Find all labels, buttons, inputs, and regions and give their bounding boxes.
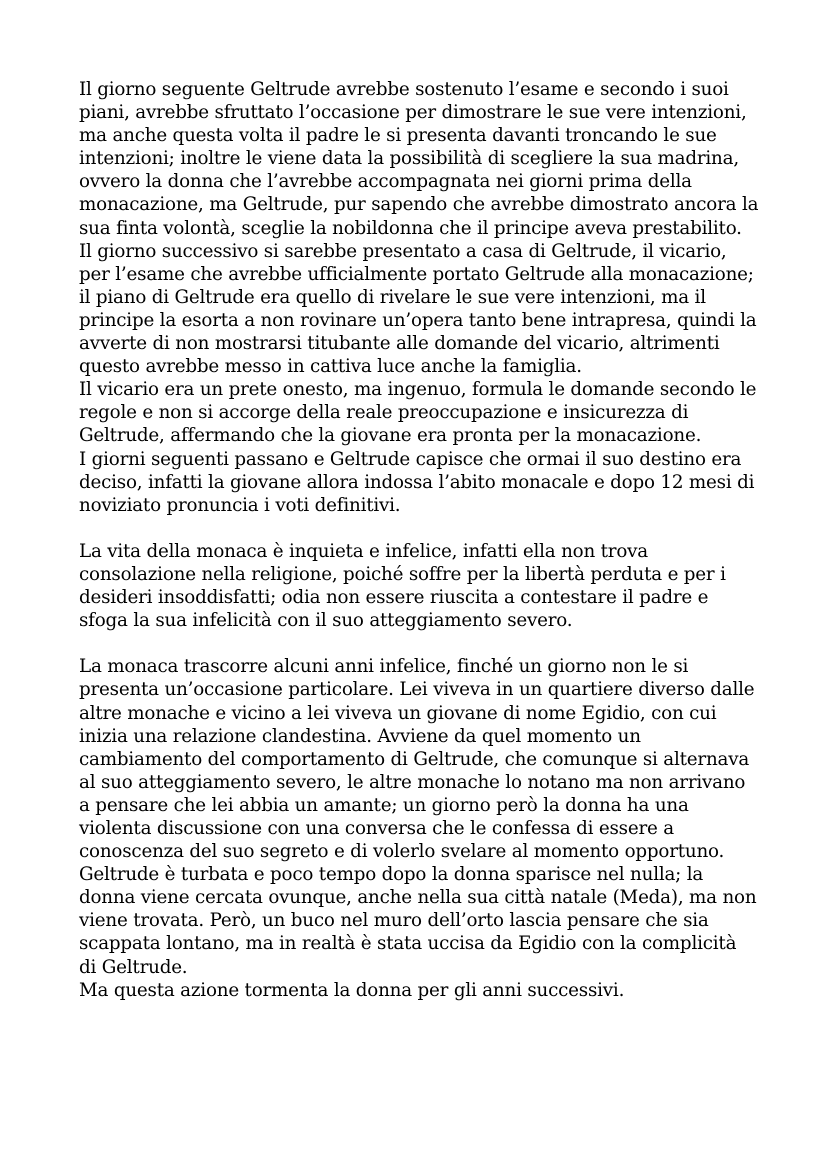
document-page	[79, 78, 759, 1002]
paragraph-vows: I giorni seguenti passano e Geltrude capisce che ormai il suo destino era deciso, infatti la giovane allora indossa l’abito monacale e dopo 12 mesi di noviziato pronuncia i voti definitivi.	[79, 448, 755, 516]
paragraph-vicar-questions: Il vicario era un prete onesto, ma ingenuo, formula le domande secondo le regole e non si accorge della reale preoccupazione e insicurezza di Geltrude, affermando che la giovane era pronta per la monacazione.	[79, 379, 757, 447]
paragraph-vicar-visit: Il giorno successivo si sarebbe presentato a casa di Geltrude, il vicario, per l’esame che avrebbe ufficialmente portato Geltrude alla monacazione; il piano di Geltrude era quello di rivelare le sue vere intenzioni, ma il principe la esorta a non rovinare un’opera tanto bene intrapresa, quindi la avverte di non mostrarsi titubante alle domande del vicario, altrimenti questo avrebbe messo in cattiva luce anche la famiglia.	[79, 240, 757, 378]
paragraph-egidio: La monaca trascorre alcuni anni infelice, finché un giorno non le si presenta un’occasione particolare. Lei viveva in un quartiere diverso dalle altre monache e vicino a lei viveva un giovane di nome Egidio, con cui inizia una relazione clandestina. Avviene da quel momento un cambiamento del comportamento di Geltrude, che comunque si alternava al suo atteggiamento severo, le altre monache lo notano ma non arrivano a pensare che lei abbia un amante; un giorno però la donna ha una violenta discussione con una conversa che le confessa di essere a conoscenza del suo segreto e di volerlo svelare al momento opportuno. Geltrude è turbata e poco tempo dopo la donna sparisce nel nulla; la donna viene cercata ovunque, anche nella sua città natale (Meda), ma non viene trovata. Però, un buco nel muro dell’orto lascia pensare che sia scappata lontano, ma in realtà è stata uccisa da Egidio con la complicità di Geltrude.	[79, 656, 757, 978]
paragraph-nun-life: La vita della monaca è inquieta e infelice, infatti ella non trova consolazione nella religione, poiché soffre per la libertà perduta e per i desideri insoddisfatti; odia non essere riuscita a contestare il padre e sfoga la sua infelicità con il suo atteggiamento severo.	[79, 540, 726, 632]
paragraph-spacer	[79, 517, 759, 540]
paragraph-exam: Il giorno seguente Geltrude avrebbe sostenuto l’esame e secondo i suoi piani, avrebbe sfruttato l’occasione per dimostrare le sue vere intenzioni, ma anche questa volta il padre le si presenta davanti troncando le sue intenzioni; inoltre le viene data la possibilità di scegliere la sua madrina, ovvero la donna che l’avrebbe accompagnata nei giorni prima della monacazione, ma Geltrude, pur sapendo che avrebbe dimostrato ancora la sua finta volontà, sceglie la nobildonna che il principe aveva prestabilito.	[79, 79, 759, 239]
paragraph-spacer	[79, 632, 759, 655]
paragraph-torment: Ma questa azione tormenta la donna per gli anni successivi.	[79, 979, 625, 1001]
